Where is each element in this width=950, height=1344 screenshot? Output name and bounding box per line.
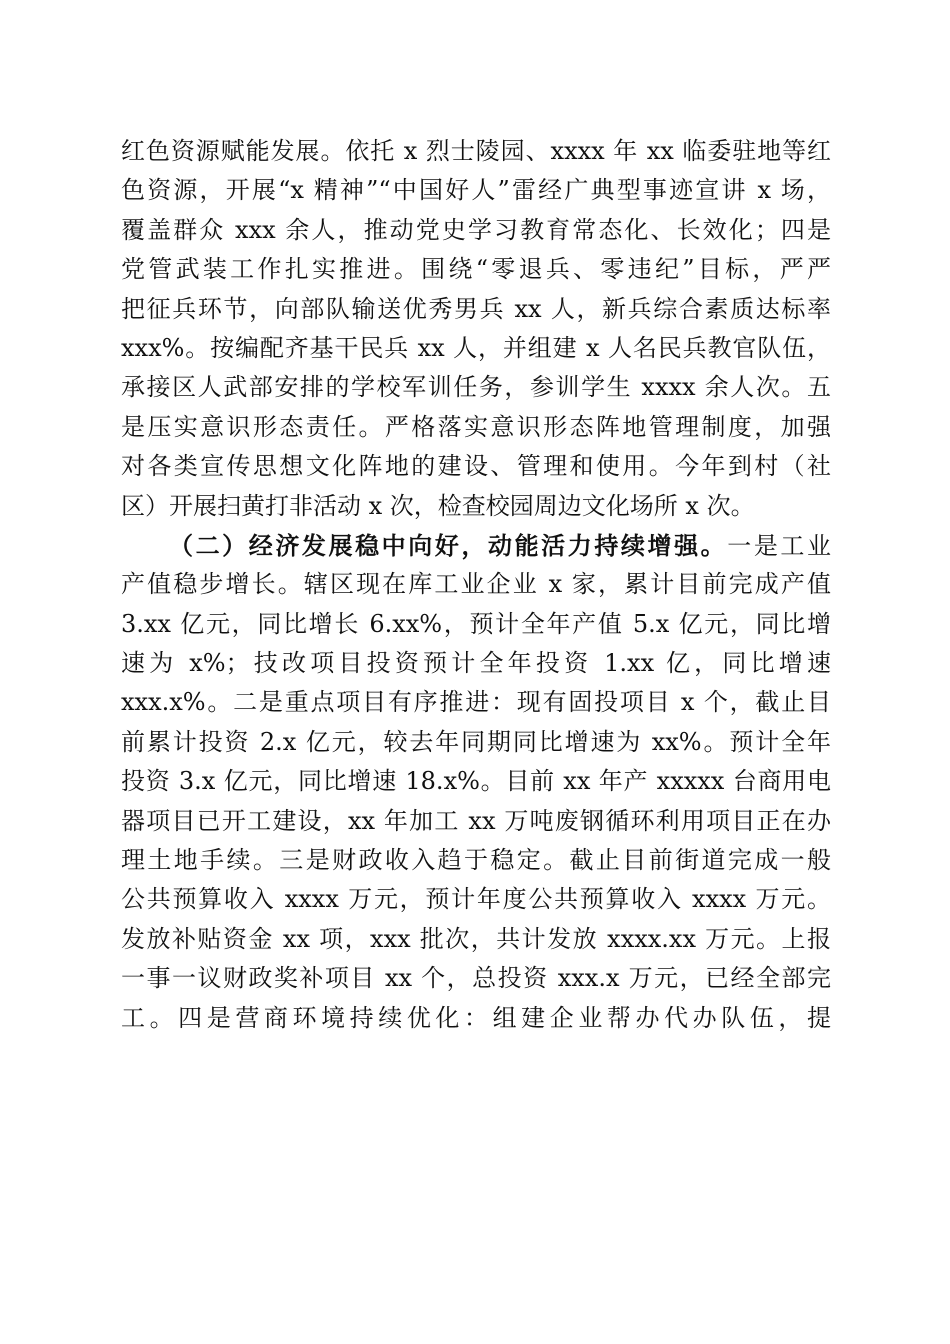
paragraph-line: 理土地手续。三是财政收入趋于稳定。截止目前街道完成一般 [121,846,831,875]
paragraph-line: 工。四是营商环境持续优化：组建企业帮办代办队伍，提 [121,1003,831,1032]
paragraph-line: 对各类宣传思想文化阵地的建设、管理和使用。今年到村（社 [121,452,831,481]
section-first-line-text: 一是工业 [727,531,831,560]
paragraph-line: 区）开展扫黄打非活动 x 次，检查校园周边文化场所 x 次。 [121,491,755,520]
paragraph-line: 党管武装工作扎实推进。围绕“零退兵、零违纪”目标，严严 [121,255,831,284]
paragraph-line: xxx%。按编配齐基干民兵 xx 人，并组建 x 人名民兵教官队伍， [121,333,831,362]
paragraph-line: 产值稳步增长。辖区现在库工业企业 x 家，累计目前完成产值 [121,570,831,599]
paragraph-line: 投资 3.x 亿元，同比增速 18.x%。目前 xx 年产 xxxxx 台商用电 [121,767,831,796]
paragraph-line: 一事一议财政奖补项目 xx 个，总投资 xxx.x 万元，已经全部完 [121,964,831,993]
paragraph-line: 是压实意识形态责任。严格落实意识形态阵地管理制度，加强 [121,412,831,441]
paragraph-line: 公共预算收入 xxxx 万元，预计年度公共预算收入 xxxx 万元。 [121,885,831,914]
paragraph-line: 把征兵环节，向部队输送优秀男兵 xx 人，新兵综合素质达标率 [121,294,831,323]
paragraph-line: 发放补贴资金 xx 项，xxx 批次，共计发放 xxxx.xx 万元。上报 [121,924,831,953]
section-heading: （二）经济发展稳中向好，动能活力持续增强。 [169,530,728,560]
paragraph-line: 覆盖群众 xxx 余人，推动党史学习教育常态化、长效化；四是 [121,215,831,244]
paragraph-line: 器项目已开工建设，xx 年加工 xx 万吨废钢循环利用项目正在办 [121,806,831,835]
paragraph-line: 速为 x%；技改项目投资预计全年投资 1.xx 亿，同比增速 [121,649,831,678]
paragraph-line: 色资源，开展“x 精神”“中国好人”雷经广典型事迹宣讲 x 场， [121,176,831,205]
paragraph-line: 红色资源赋能发展。依托 x 烈士陵园、xxxx 年 xx 临委驻地等红 [121,137,831,165]
section-first-line [121,526,831,565]
paragraph-line: xxx.x%。二是重点项目有序推进：现有固投项目 x 个，截止目 [121,688,831,717]
paragraph-line: 承接区人武部安排的学校军训任务，参训学生 xxxx 余人次。五 [121,373,831,402]
body-text [121,132,831,1038]
paragraph-line: 3.xx 亿元，同比增长 6.xx%，预计全年产值 5.x 亿元，同比增 [121,609,831,638]
paragraph-line: 前累计投资 2.x 亿元，较去年同期同比增速为 xx%。预计全年 [121,727,831,756]
